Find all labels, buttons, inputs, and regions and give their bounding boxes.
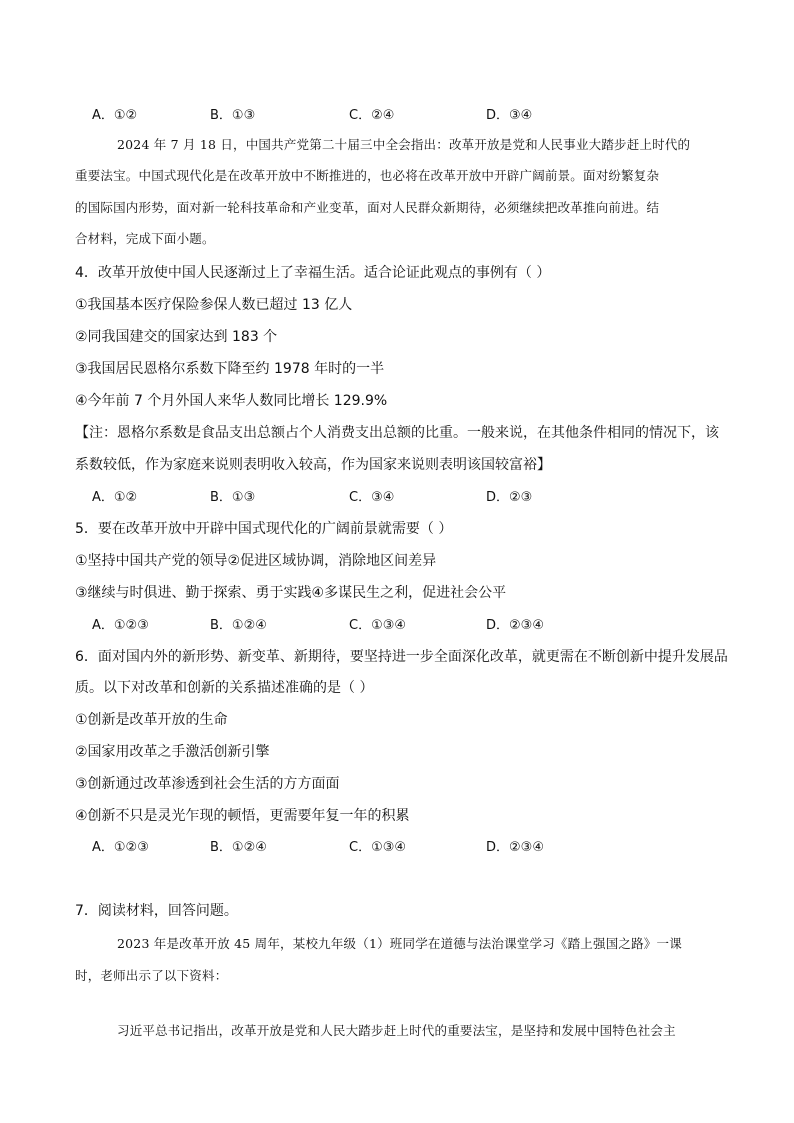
statement-item: ①创新是改革开放的生命 xyxy=(75,712,228,728)
q3-option-d[interactable]: D．③④ xyxy=(486,108,533,123)
material-line: 习近平总书记指出，改革开放是党和人民大踏步赶上时代的重要法宝，是坚持和发展中国特色社会主 xyxy=(117,1023,676,1038)
statement-item: ③我国居民恩格尔系数下降至约 1978 年时的一半 xyxy=(75,361,385,377)
statement-item: ①我国基本医疗保险参保人数已超过 13 亿人 xyxy=(75,297,353,313)
statement-item: ④今年前 7 个月外国人来华人数同比增长 129.9% xyxy=(75,393,388,409)
q3-option-c[interactable]: C．②④ xyxy=(349,108,395,123)
q5-option-a[interactable]: A．①②③ xyxy=(92,618,149,633)
q5-option-b[interactable]: B．①②④ xyxy=(210,618,267,633)
question-stem: 5．要在改革开放中开辟中国式现代化的广阔前景就需要（ ） xyxy=(75,521,453,537)
material-line: 重要法宝。中国式现代化是在改革开放中不断推进的，也必将在改革开放中开辟广阔前景。面对纷繁复杂 xyxy=(75,168,660,183)
material-line: 时，老师出示了以下资料： xyxy=(75,968,228,983)
q4-option-a[interactable]: A．①② xyxy=(92,490,138,505)
statement-item: ③继续与时俱进、勤于探索、勇于实践④多谋民生之利，促进社会公平 xyxy=(75,585,507,601)
q3-option-b[interactable]: B．①③ xyxy=(210,108,256,123)
question-stem: 6．面对国内外的新形势、新变革、新期待，要坚持进一步全面深化改革，就更需在不断创新中提升发展品 xyxy=(75,649,728,665)
material-line: 的国际国内形势，面对新一轮科技革命和产业变革，面对人民群众新期待，必须继续把改革推向前进。结 xyxy=(75,200,660,215)
material-line: 合材料，完成下面小题。 xyxy=(75,231,215,246)
statement-item: ①坚持中国共产党的领导②促进区域协调，消除地区间差异 xyxy=(75,553,437,569)
q6-option-d[interactable]: D．②③④ xyxy=(486,840,544,855)
statement-item: ②同我国建交的国家达到 183 个 xyxy=(75,329,278,345)
q4-option-d[interactable]: D．②③ xyxy=(486,490,533,505)
statement-item: ③创新通过改革渗透到社会生活的方方面面 xyxy=(75,776,340,792)
statement-item: ②国家用改革之手激活创新引擎 xyxy=(75,744,270,760)
question-stem: 质。以下对改革和创新的关系描述准确的是（ ） xyxy=(75,680,374,696)
material-line: 2024 年 7 月 18 日，中国共产党第二十届三中全会指出：改革开放是党和人民事业大踏步赶上时代的 xyxy=(117,137,691,152)
note-line: 系数较低，作为家庭来说则表明收入较高，作为国家来说则表明该国较富裕】 xyxy=(75,457,551,473)
q6-option-b[interactable]: B．①②④ xyxy=(210,840,267,855)
question-stem: 4．改革开放使中国人民逐渐过上了幸福生活。适合论证此观点的事例有（ ） xyxy=(75,265,551,281)
q4-option-b[interactable]: B．①③ xyxy=(210,490,256,505)
q5-option-c[interactable]: C．①③④ xyxy=(349,618,407,633)
material-line: 2023 年是改革开放 45 周年，某校九年级（1）班同学在道德与法治课堂学习《踏上强国之路》一课 xyxy=(117,936,682,951)
statement-item: ④创新不只是灵光乍现的顿悟，更需要年复一年的积累 xyxy=(75,808,410,824)
note-line: 【注：恩格尔系数是食品支出总额占个人消费支出总额的比重。一般来说，在其他条件相同的情况下，该 xyxy=(75,425,719,441)
q5-option-d[interactable]: D．②③④ xyxy=(486,618,544,633)
q3-option-a[interactable]: A．①② xyxy=(92,108,138,123)
q4-option-c[interactable]: C．③④ xyxy=(349,490,395,505)
q6-option-a[interactable]: A．①②③ xyxy=(92,840,149,855)
q6-option-c[interactable]: C．①③④ xyxy=(349,840,407,855)
question-stem: 7．阅读材料，回答问题。 xyxy=(75,903,238,919)
